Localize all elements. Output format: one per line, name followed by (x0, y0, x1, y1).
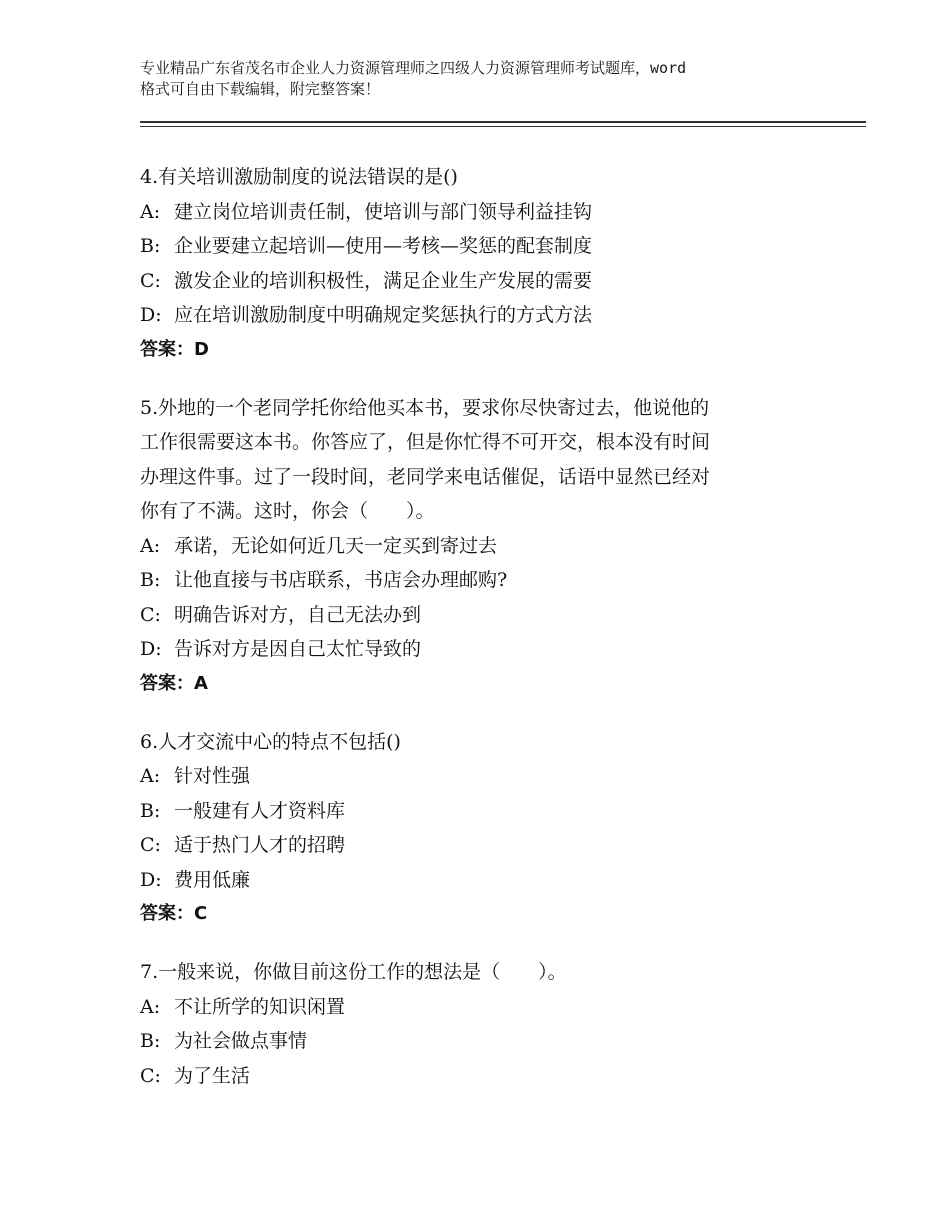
option-letter: C: (140, 834, 161, 856)
option-text: 为了生活 (174, 1064, 251, 1087)
option-text: 为社会做点事情 (174, 1030, 308, 1052)
option-d (140, 298, 840, 333)
page-header (140, 58, 840, 100)
question-7 (140, 955, 840, 1093)
option-letter: A: (140, 765, 161, 787)
question-5 (140, 391, 840, 701)
option-text: 告诉对方是因自己太忙导致的 (174, 638, 422, 660)
option-text: 让他直接与书店联系，书店会办理邮购? (174, 569, 508, 591)
question-stem: 5.外地的一个老同学托你给他买本书，要求你尽快寄过去，他说他的 (140, 396, 710, 419)
option-text: 适于热门人才的招聘 (174, 834, 346, 856)
option-a (140, 990, 840, 1025)
question-list (140, 160, 840, 1117)
option-b (140, 794, 840, 829)
option-text: 费用低廉 (174, 868, 251, 891)
option-c (140, 264, 840, 299)
answer-label: 答案：D (140, 338, 209, 360)
header-rule-thin (140, 126, 866, 127)
option-b (140, 1024, 840, 1059)
option-a (140, 195, 840, 230)
option-letter: D: (140, 304, 162, 326)
option-b (140, 563, 840, 598)
header-line-1: 专业精品广东省茂名市企业人力资源管理师之四级人力资源管理师考试题库，word (140, 59, 687, 77)
question-stem: 6.人才交流中心的特点不包括() (140, 730, 401, 753)
question-4 (140, 160, 840, 367)
option-c (140, 598, 840, 633)
option-text: 激发企业的培训积极性，满足企业生产发展的需要 (174, 269, 593, 292)
question-stem: 7.一般来说，你做目前这份工作的想法是（ ）。 (140, 961, 567, 983)
option-letter: D: (140, 868, 162, 891)
option-text: 一般建有人才资料库 (174, 799, 346, 822)
option-letter: A: (140, 534, 161, 557)
question-stem: 4.有关培训激励制度的说法错误的是() (140, 166, 458, 188)
option-letter: C: (140, 269, 161, 292)
question-stem: 你有了不满。这时，你会（ ）。 (140, 500, 435, 522)
option-d (140, 863, 840, 898)
question-stem: 工作很需要这本书。你答应了，但是你忙得不可开交，根本没有时间 (140, 431, 711, 453)
option-letter: A: (140, 995, 161, 1018)
option-text: 承诺，无论如何近几天一定买到寄过去 (174, 534, 498, 557)
option-a (140, 759, 840, 794)
answer-label: 答案：C (140, 903, 208, 924)
option-letter: D: (140, 638, 162, 660)
option-letter: B: (140, 1030, 161, 1052)
option-text: 针对性强 (174, 765, 251, 787)
option-text: 不让所学的知识闲置 (174, 995, 346, 1018)
header-line-2: 格式可自由下载编辑，附完整答案！ (140, 80, 381, 98)
option-text: 明确告诉对方，自己无法办到 (174, 603, 422, 626)
option-b (140, 229, 840, 264)
option-c (140, 1059, 840, 1094)
option-letter: B: (140, 569, 161, 591)
answer-label: 答案：A (140, 672, 208, 694)
option-text: 建立岗位培训责任制，使培训与部门领导利益挂钩 (174, 200, 593, 223)
option-letter: B: (140, 799, 161, 822)
option-c (140, 828, 840, 863)
option-text: 企业要建立起培训—使用—考核—奖惩的配套制度 (174, 235, 593, 257)
question-stem: 办理这件事。过了一段时间，老同学来电话催促，话语中显然已经对 (140, 465, 711, 488)
option-text: 应在培训激励制度中明确规定奖惩执行的方式方法 (174, 304, 593, 326)
option-letter: A: (140, 200, 161, 223)
option-a (140, 529, 840, 564)
header-rule-thick (140, 121, 866, 123)
option-d (140, 632, 840, 667)
question-6 (140, 725, 840, 932)
option-letter: B: (140, 235, 161, 257)
option-letter: C: (140, 603, 161, 626)
option-letter: C: (140, 1064, 161, 1087)
